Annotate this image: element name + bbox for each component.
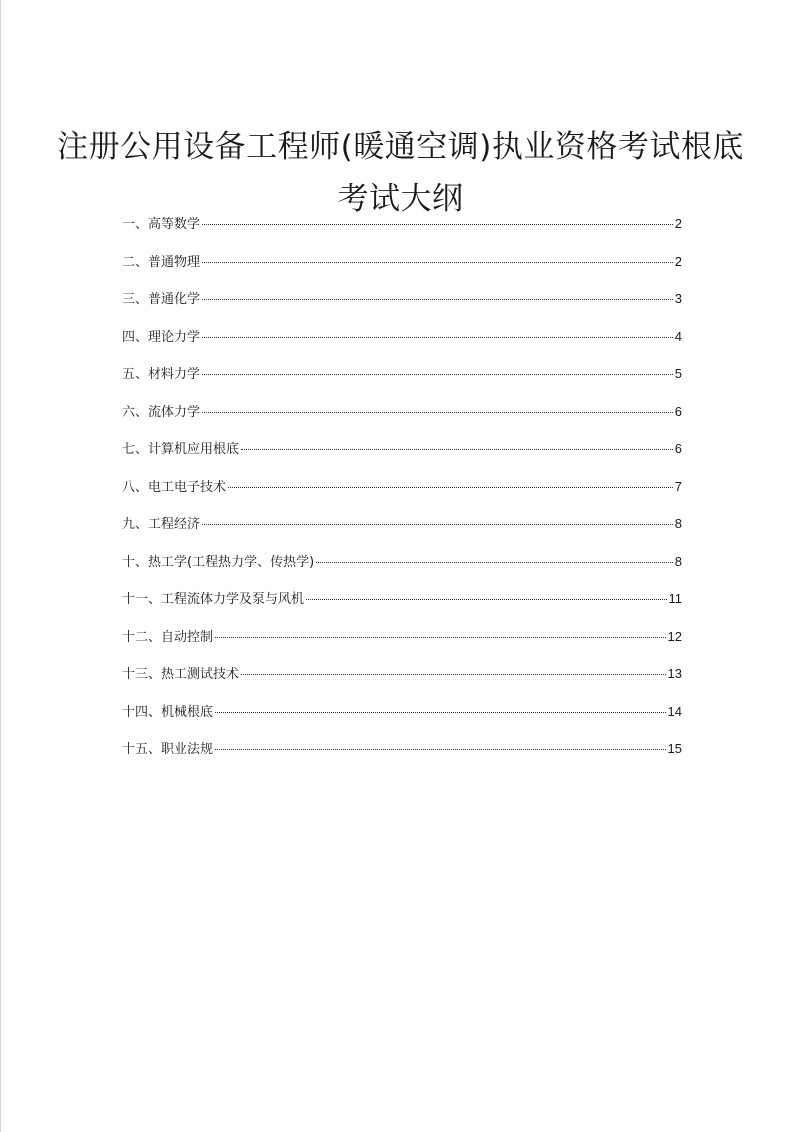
- toc-dot-leader: [316, 562, 673, 563]
- toc-entry-label: 七、计算机应用根底: [122, 442, 240, 457]
- toc-entry-label: 二、普通物理: [122, 254, 201, 270]
- toc-entry[interactable]: [122, 400, 682, 438]
- toc-dot-leader: [202, 299, 673, 300]
- toc-page-number: 15: [667, 741, 682, 756]
- toc-entry[interactable]: [122, 437, 682, 475]
- toc-entry-label: 十四、机械根底: [122, 704, 214, 720]
- toc-page-number: 2: [674, 253, 682, 269]
- toc-dot-leader: [241, 674, 666, 675]
- title-line-2: 考试大纲: [337, 180, 464, 217]
- toc-entry[interactable]: [122, 550, 682, 588]
- table-of-contents: [122, 212, 682, 775]
- toc-entry-label: 十三、热工测试技术: [122, 667, 240, 682]
- toc-entry-label: 九、工程经济: [122, 517, 201, 532]
- toc-entry[interactable]: [122, 287, 682, 325]
- toc-entry-label: 三、普通化学: [122, 292, 201, 307]
- toc-entry-label: 十五、职业法规: [122, 742, 214, 757]
- toc-dot-leader: [202, 374, 673, 375]
- toc-dot-leader: [202, 337, 673, 338]
- toc-entry[interactable]: [122, 662, 682, 700]
- toc-dot-leader: [202, 224, 673, 225]
- toc-dot-leader: [215, 712, 666, 713]
- toc-entry[interactable]: [122, 325, 682, 363]
- toc-page-number: 6: [674, 441, 682, 456]
- toc-entry[interactable]: [122, 700, 682, 738]
- toc-dot-leader: [228, 487, 673, 488]
- toc-entry[interactable]: [122, 512, 682, 550]
- title-line-1: 注册公用设备工程师(暖通空调)执业资格考试根底: [57, 128, 744, 165]
- toc-entry[interactable]: [122, 250, 682, 288]
- toc-dot-leader: [306, 599, 666, 600]
- toc-page-number: 12: [667, 628, 682, 644]
- toc-page-number: 13: [667, 666, 682, 681]
- document-title: [41, 121, 760, 225]
- toc-entry-label: 四、理论力学: [122, 329, 201, 345]
- toc-dot-leader: [202, 412, 673, 413]
- toc-dot-leader: [215, 749, 666, 750]
- toc-entry-label: 八、电工电子技术: [122, 479, 227, 495]
- toc-page-number: 6: [674, 403, 682, 419]
- toc-entry-label: 十、热工学(工程热力学、传热学): [122, 554, 315, 570]
- toc-entry[interactable]: [122, 737, 682, 775]
- toc-entry[interactable]: [122, 587, 682, 625]
- toc-entry-label: 十二、自动控制: [122, 629, 214, 645]
- toc-page-number: 7: [674, 478, 682, 494]
- toc-dot-leader: [202, 262, 673, 263]
- toc-page-number: 8: [674, 553, 682, 569]
- toc-entry[interactable]: [122, 362, 682, 400]
- toc-page-number: 14: [667, 703, 682, 719]
- toc-entry-label: 五、材料力学: [122, 367, 201, 382]
- toc-dot-leader: [202, 524, 673, 525]
- toc-entry[interactable]: [122, 475, 682, 513]
- toc-entry-label: 十一、工程流体力学及泵与风机: [122, 592, 305, 607]
- toc-page-number: 5: [674, 366, 682, 381]
- toc-page-number: 3: [674, 291, 682, 306]
- toc-dot-leader: [215, 637, 666, 638]
- toc-page-number: 4: [674, 328, 682, 344]
- toc-entry-label: 一、高等数学: [122, 217, 201, 232]
- toc-entry[interactable]: [122, 625, 682, 663]
- toc-entry-label: 六、流体力学: [122, 404, 201, 420]
- toc-page-number: 11: [668, 591, 682, 606]
- toc-dot-leader: [241, 449, 673, 450]
- toc-page-number: 8: [674, 516, 682, 531]
- toc-page-number: 2: [674, 216, 682, 231]
- toc-entry[interactable]: [122, 212, 682, 250]
